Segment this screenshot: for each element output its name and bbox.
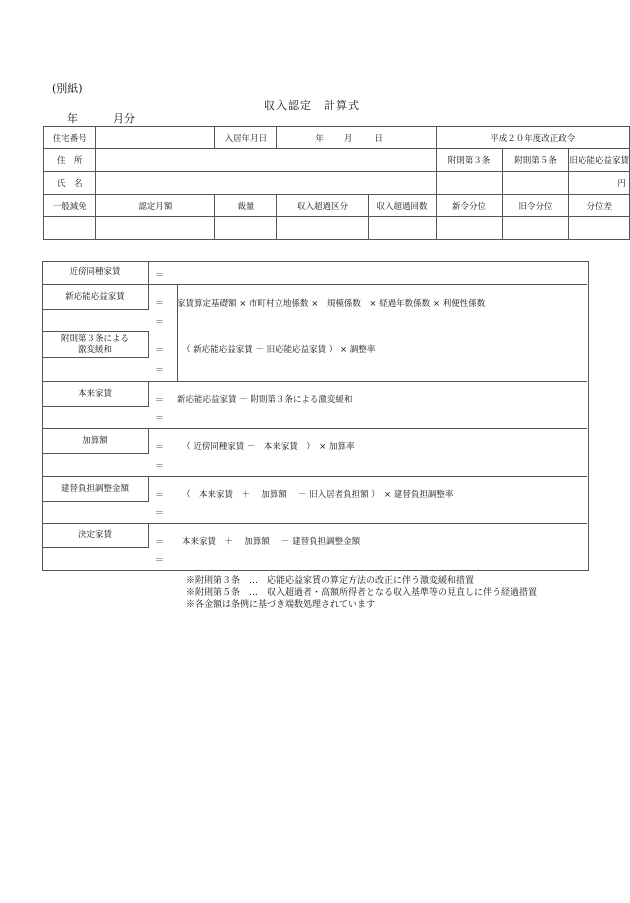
over-count-value[interactable] <box>368 217 436 240</box>
general-exemption-value[interactable] <box>44 217 96 240</box>
old-rent-value[interactable] <box>569 172 630 195</box>
supp3-ease-result-equals: ＝ <box>155 366 165 376</box>
final-rent-equals: ＝ <box>155 538 165 548</box>
new-rent-result-equals: ＝ <box>155 318 165 328</box>
final-rent-result-equals: ＝ <box>155 556 165 566</box>
supp3-ease-equals: ＝ <box>155 346 165 356</box>
row-divider <box>148 284 587 285</box>
note-rounding: ※各金額は条例に基づき端数処理されています <box>186 600 376 610</box>
house-no-label: 住宅番号 <box>44 127 96 149</box>
income-over-label: 収入超過区分 <box>277 195 368 217</box>
nearby-rent-label: 近傍同種家賃 <box>42 261 149 285</box>
surcharge-formula: （ 近傍同種家賃 － 本来家賃 ） × 加算率 <box>182 442 355 452</box>
nearby-rent-equals: ＝ <box>155 271 165 281</box>
date-month-label: 月 <box>343 133 353 144</box>
info-table <box>43 126 630 240</box>
move-in-label: 入居年月日 <box>215 127 277 149</box>
base-rent-label: 本来家賃 <box>42 382 149 407</box>
rank-diff-value[interactable] <box>569 217 630 240</box>
page-title: 収入認定 計算式 <box>264 99 360 112</box>
name-label: 氏 名 <box>44 172 96 195</box>
general-exemption-label: 一般減免 <box>44 195 96 217</box>
discretion-value[interactable] <box>215 217 277 240</box>
house-no-field[interactable] <box>96 127 215 149</box>
address-field[interactable] <box>96 149 436 172</box>
surcharge-equals: ＝ <box>155 443 165 453</box>
income-over-value[interactable] <box>277 217 368 240</box>
surcharge-result-equals: ＝ <box>155 462 165 472</box>
supp3-header: 附則第３条 <box>436 149 502 172</box>
base-rent-formula: 新応能応益家賃 － 附則第３条による激変緩和 <box>177 395 353 405</box>
surcharge-label: 加算額 <box>42 429 149 454</box>
date-day-label: 日 <box>374 133 383 144</box>
over-count-label: 収入超過回数 <box>368 195 436 217</box>
cert-month-value[interactable] <box>96 217 215 240</box>
old-rank-label: 旧令分位 <box>502 195 569 217</box>
cert-month-label: 認定月額 <box>96 195 215 217</box>
new-rent-label: 新応能応益家賃 <box>42 285 149 310</box>
address-label: 住 所 <box>44 149 96 172</box>
date-year-label: 年 <box>315 133 324 144</box>
old-rank-value[interactable] <box>502 217 569 240</box>
month-label: 月分 <box>113 112 135 125</box>
supp3-ease-label-line2: 激変緩和 <box>77 344 112 355</box>
supp5-header: 附則第５条 <box>502 149 569 172</box>
supp3-ease-label <box>42 332 149 358</box>
final-rent-label: 決定家賃 <box>42 524 149 548</box>
note-supp5: ※附則第５条 … 収入超過者・高額所得者となる収入基準等の見直しに伴う経過措置 <box>186 588 538 598</box>
rebuild-adjust-equals: ＝ <box>155 491 165 501</box>
new-rent-formula: 家賃算定基礎額 × 市町村立地係数 × 規模係数 × 経過年数係数 × 利便性係数 <box>177 299 486 309</box>
old-rent-header: 旧応能応益家賃 <box>569 149 630 172</box>
yen-label: 円 <box>617 179 626 189</box>
base-rent-result-equals: ＝ <box>155 414 165 424</box>
supp5-value[interactable] <box>502 172 569 195</box>
move-in-date-field[interactable] <box>277 127 436 149</box>
new-rank-value[interactable] <box>436 217 502 240</box>
base-rent-equals: ＝ <box>155 396 165 406</box>
new-rank-label: 新令分位 <box>436 195 502 217</box>
attachment-label: (別紙) <box>52 82 83 95</box>
supp3-value[interactable] <box>436 172 502 195</box>
name-field[interactable] <box>96 172 436 195</box>
rebuild-adjust-result-equals: ＝ <box>155 509 165 519</box>
discretion-label: 裁量 <box>215 195 277 217</box>
new-rent-equals: ＝ <box>155 299 165 309</box>
rebuild-adjust-label: 建替負担調整金額 <box>42 477 149 502</box>
ordinance-label: 平成２０年度改正政令 <box>436 127 629 149</box>
rank-diff-label: 分位差 <box>569 195 630 217</box>
final-rent-formula: 本来家賃 ＋ 加算額 － 建替負担調整金額 <box>182 537 361 547</box>
rebuild-adjust-formula: （ 本来家賃 ＋ 加算額 － 旧入居者負担額 ） × 建替負担調整率 <box>182 490 454 500</box>
year-label: 年 <box>67 112 78 125</box>
supp3-ease-formula: （ 新応能応益家賃 － 旧応能応益家賃 ） × 調整率 <box>182 345 376 355</box>
bracket-line <box>177 285 178 382</box>
note-supp3: ※附則第３条 … 応能応益家賃の算定方法の改正に伴う激変緩和措置 <box>186 576 475 586</box>
year-month-label <box>67 110 135 126</box>
supp3-ease-label-line1: 附則第３条による <box>60 333 129 344</box>
